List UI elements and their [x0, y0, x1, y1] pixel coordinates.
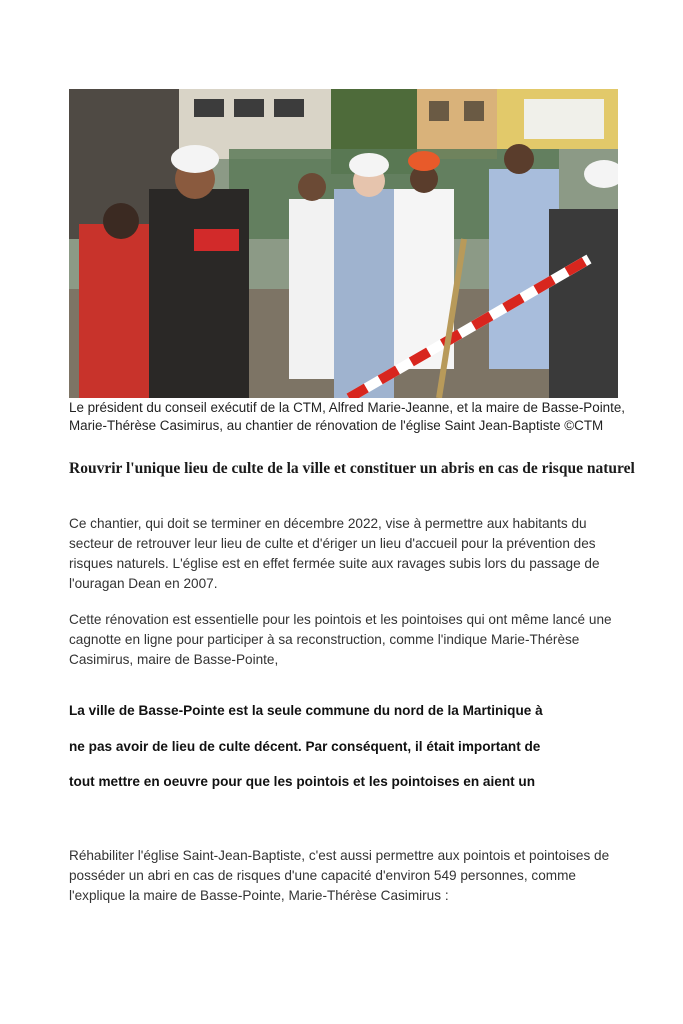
section-headline: Rouvrir l'unique lieu de culte de la ville et constituer un abris en cas de risque naturel [69, 460, 635, 477]
quote-line: tout mettre en oeuvre pour que les pointois et les pointoises en aient un [69, 774, 536, 789]
photo-caption: Le président du conseil exécutif de la CTM, Alfred Marie-Jeanne, et la maire de Basse-Pointe, Marie-Thérèse Casimirus, au chantier de rénovation de l'église Saint Jean-Baptiste ©CTM [69, 400, 625, 433]
paragraph-renovation: Cette rénovation est essentielle pour les pointois et les pointoises qui ont même lancé une cagnotte en ligne pour participer à sa reconstruction, comme l'indique Marie-Thérèse Casimirus, maire de Basse-Pointe, [69, 612, 612, 667]
paragraph-shelter: Réhabiliter l'église Saint-Jean-Baptiste, c'est aussi permettre aux pointois et pointoises de posséder un abri en cas de risques d'une capacité d'environ 549 personnes, comme l'explique la maire de Basse-Pointe, Marie-Thérèse Casimirus : [69, 848, 610, 903]
quote-line: ne pas avoir de lieu de culte décent. Par conséquent, il était important de [69, 739, 541, 754]
construction-site-photo [69, 89, 618, 398]
paragraph-intro: Ce chantier, qui doit se terminer en décembre 2022, vise à permettre aux habitants du secteur de retrouver leur lieu de culte et d'ériger un lieu d'accueil pour la prévention des risques naturels. L'église est en effet fermée suite aux ravages subis lors du passage de l'ouragan Dean en 2007. [69, 516, 600, 591]
quote-line: La ville de Basse-Pointe est la seule commune du nord de la Martinique à [69, 703, 543, 718]
article-photo [69, 89, 618, 398]
